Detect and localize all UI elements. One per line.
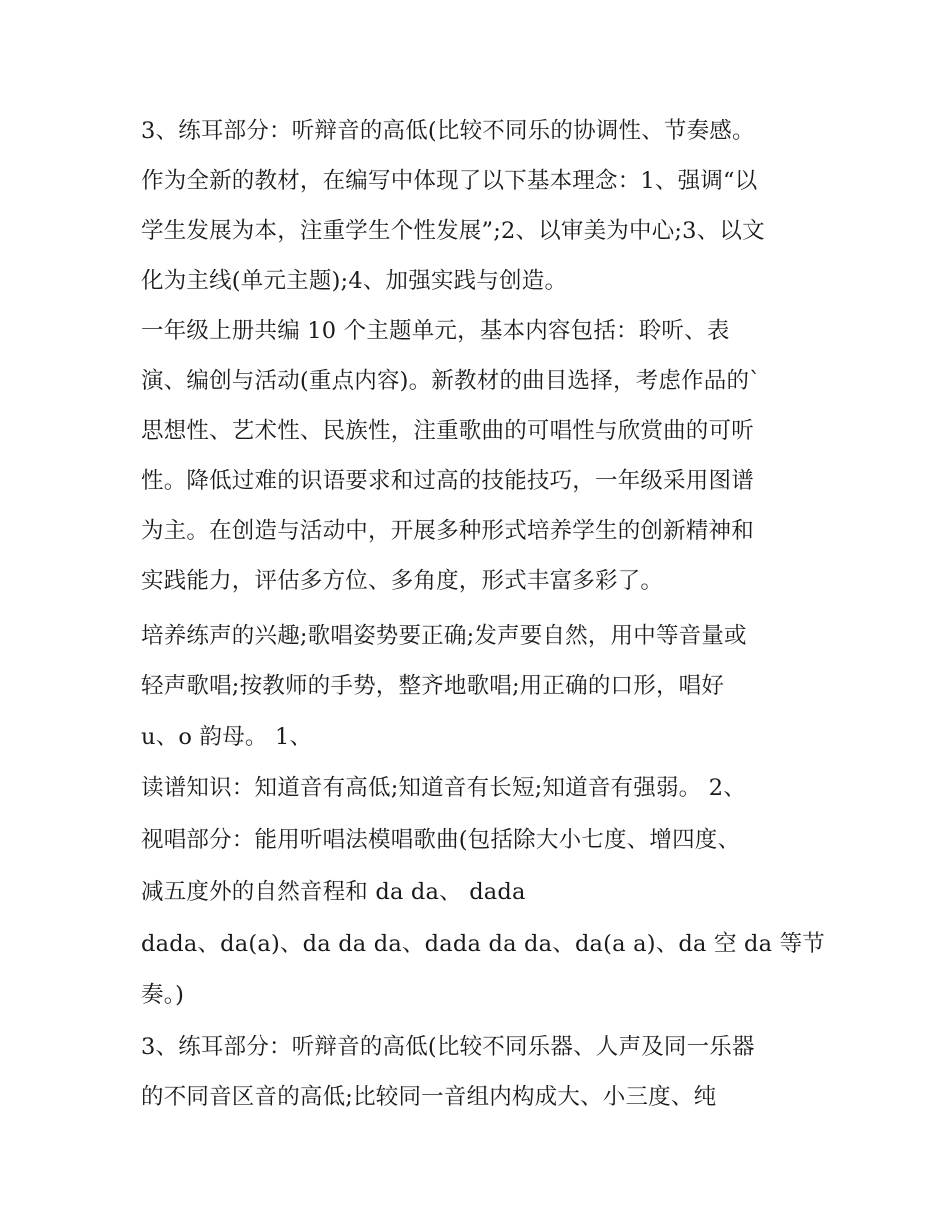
text-line: 3、练耳部分：听辩音的高低(比较不同乐的协调性、节奏感。 — [141, 118, 755, 144]
text-line: 奏。) — [141, 982, 185, 1008]
text-line: 学生发展为本，注重学生个性发展”;2、以审美为中心;3、以文 — [141, 218, 765, 244]
text-line: 性。降低过难的识语要求和过高的技能技巧，一年级采用图谱 — [141, 468, 754, 494]
text-line: 为主。在创造与活动中，开展多种形式培养学生的创新精神和 — [141, 518, 754, 544]
text-line: 读谱知识：知道音有高低;知道音有长短;知道音有强弱。 2、 — [141, 775, 746, 801]
text-line: dada、da(a)、da da da、dada da da、da(a a)、da 空 da 等节 — [141, 931, 825, 957]
text-line: 培养练声的兴趣;歌唱姿势要正确;发声要自然，用中等音量或 — [141, 623, 747, 649]
text-line: 减五度外的自然音程和 da da、 dada — [141, 879, 526, 905]
text-line: 3、练耳部分：听辩音的高低(比较不同乐器、人声及同一乐器 — [141, 1034, 755, 1060]
text-line: 思想性、艺术性、民族性，注重歌曲的可唱性与欣赏曲的可听 — [141, 418, 754, 444]
text-line: 的不同音区音的高低;比较同一音组内构成大、小三度、纯 — [141, 1084, 717, 1110]
text-line: 一年级上册共编 10 个主题单元，基本内容包括：聆听、表 — [141, 318, 730, 344]
text-line: 演、编创与活动(重点内容)。新教材的曲目选择，考虑作品的` — [141, 368, 761, 394]
text-line: 化为主线(单元主题);4、加强实践与创造。 — [141, 268, 568, 294]
text-line: u、o 韵母。 1、 — [141, 724, 313, 750]
text-line: 轻声歌唱;按教师的手势，整齐地歌唱;用正确的口形，唱好 — [141, 673, 725, 699]
text-line: 视唱部分：能用听唱法模唱歌曲(包括除大小七度、增四度、 — [141, 827, 741, 853]
text-line: 作为全新的教材，在编写中体现了以下基本理念：1、强调“以 — [141, 168, 758, 194]
text-line: 实践能力，评估多方位、多角度，形式丰富多彩了。 — [141, 568, 664, 594]
